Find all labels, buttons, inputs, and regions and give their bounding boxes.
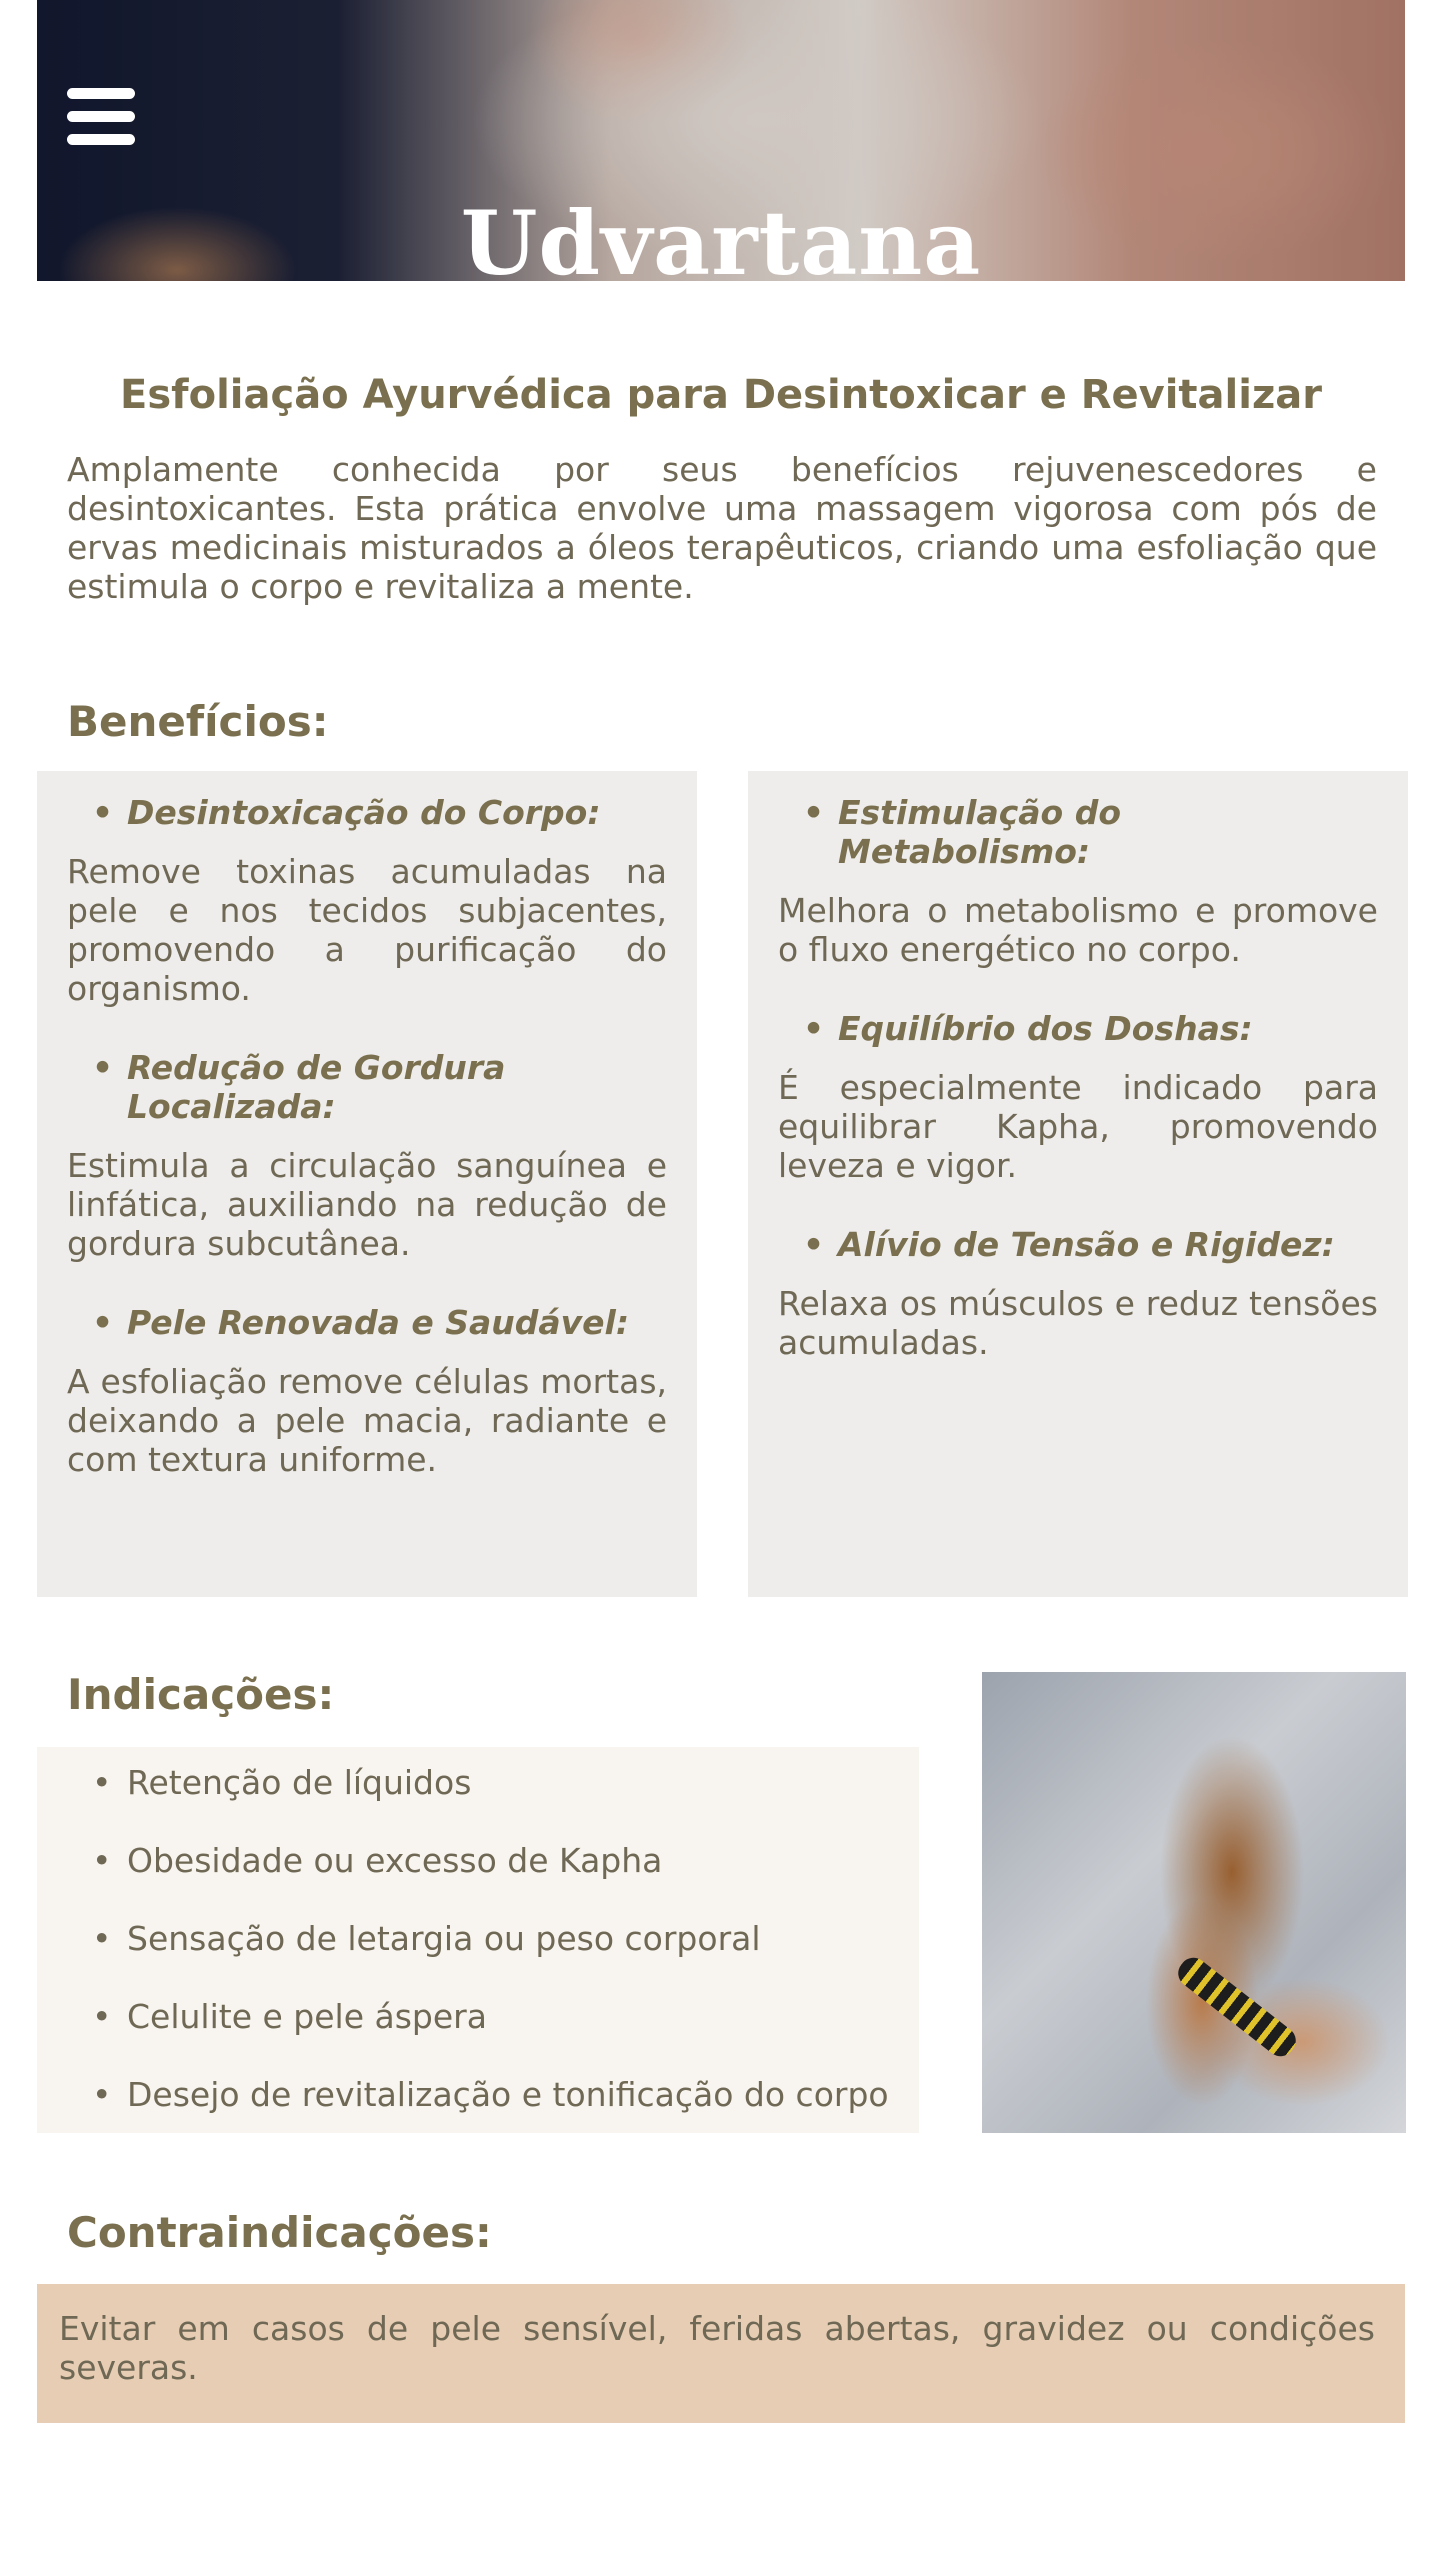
contraindications-text: Evitar em casos de pele sensível, feridas abertas, gravidez ou condições severas. xyxy=(59,2309,1375,2387)
indications-heading: Indicações: xyxy=(67,1670,335,1719)
benefit-title: • Estimulação do Metabolismo: xyxy=(803,793,1122,871)
hero-banner xyxy=(37,0,1405,281)
list-item: • Celulite e pele áspera xyxy=(92,1997,487,2036)
list-item: • Sensação de letargia ou peso corporal xyxy=(92,1919,761,1958)
benefit-title: • Desintoxicação do Corpo: xyxy=(92,793,601,832)
list-item: • Desejo de revitalização e tonificação do corpo xyxy=(92,2075,889,2114)
benefit-text: É especialmente indicado para equilibrar Kapha, promovendo leveza e vigor. xyxy=(778,1068,1378,1185)
benefit-text: Relaxa os músculos e reduz tensões acumuladas. xyxy=(778,1284,1378,1362)
benefit-text: Estimula a circulação sanguínea e linfática, auxiliando na redução de gordura subcutânea. xyxy=(67,1146,667,1263)
list-item: • Obesidade ou excesso de Kapha xyxy=(92,1841,663,1880)
benefits-card-left xyxy=(37,771,697,1597)
indications-list xyxy=(37,1747,919,2133)
hamburger-menu-icon[interactable] xyxy=(67,88,135,146)
intro-paragraph: Amplamente conhecida por seus benefícios rejuvenescedores e desintoxicantes. Esta prática envolve uma massagem vigorosa com pós de ervas medicinais misturados a óleos terapêuticos, criando uma esfoliação que estimula o corpo e revitaliza a mente. xyxy=(67,450,1377,606)
benefit-text: Melhora o metabolismo e promove o fluxo energético no corpo. xyxy=(778,891,1378,969)
benefits-heading: Benefícios: xyxy=(67,697,329,746)
benefit-title: • Redução de Gordura Localizada: xyxy=(92,1048,506,1126)
treatment-photo xyxy=(982,1672,1406,2133)
benefit-title: • Equilíbrio dos Doshas: xyxy=(803,1009,1253,1048)
benefits-card-right xyxy=(748,771,1408,1597)
benefit-text: A esfoliação remove células mortas, deixando a pele macia, radiante e com textura uniforme. xyxy=(67,1362,667,1479)
page-title: Udvartana xyxy=(460,190,982,281)
page-subtitle: Esfoliação Ayurvédica para Desintoxicar e Revitalizar xyxy=(120,372,1322,418)
contraindications-heading: Contraindicações: xyxy=(67,2208,492,2257)
list-item: • Retenção de líquidos xyxy=(92,1763,472,1802)
bracelet-shape xyxy=(1173,1952,1302,2062)
benefit-title: • Alívio de Tensão e Rigidez: xyxy=(803,1225,1335,1264)
benefit-title: • Pele Renovada e Saudável: xyxy=(92,1303,630,1342)
contraindications-box xyxy=(37,2284,1405,2423)
benefit-text: Remove toxinas acumuladas na pele e nos tecidos subjacentes, promovendo a purificação do organismo. xyxy=(67,852,667,1008)
